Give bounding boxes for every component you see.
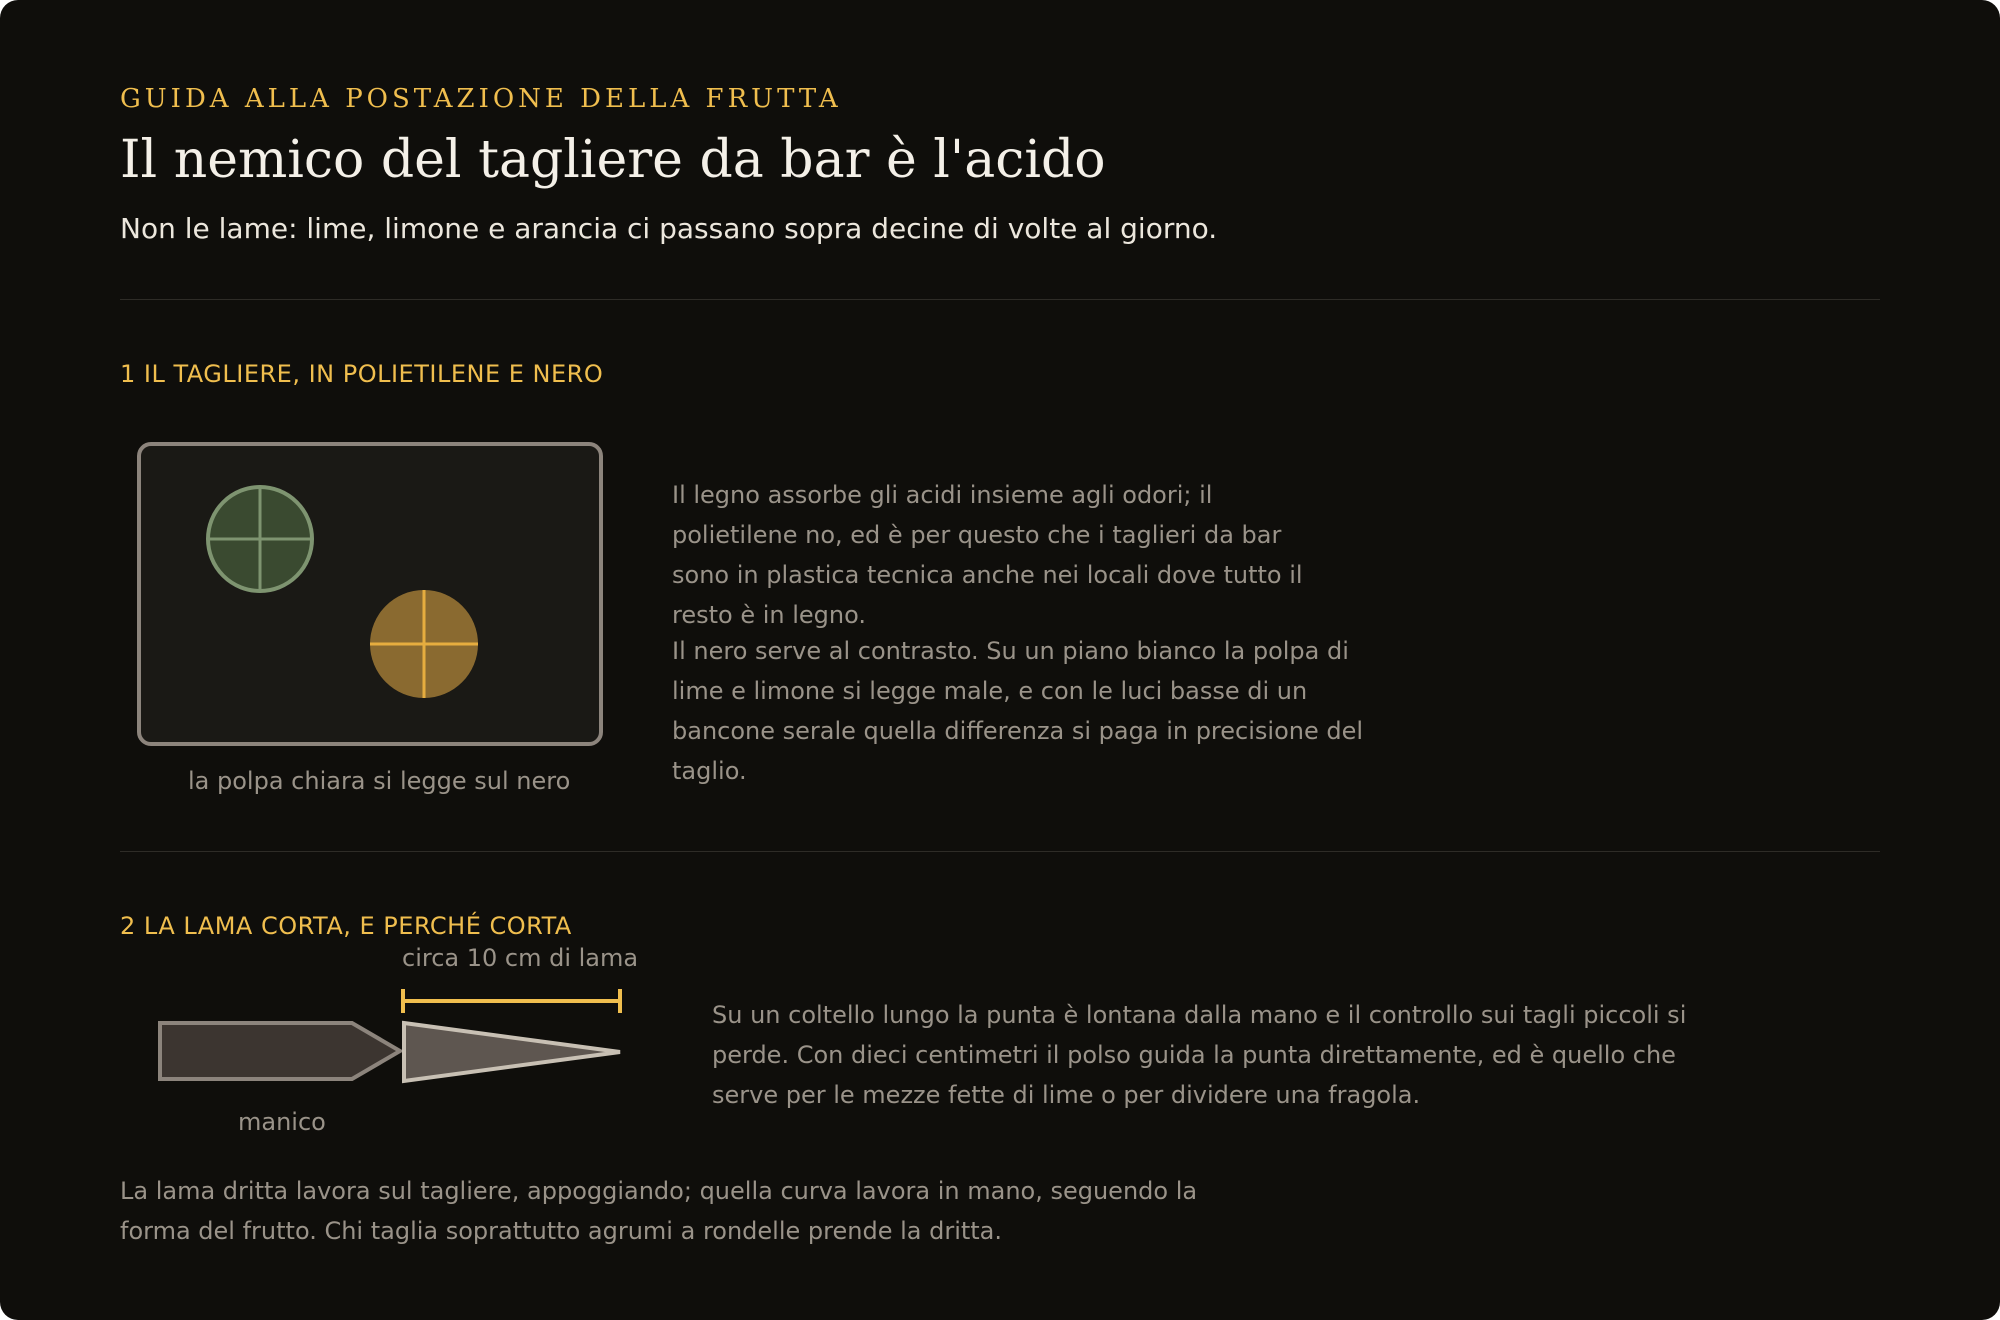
knife-illustration	[150, 985, 630, 1085]
cutting-board	[139, 444, 601, 744]
knife-blade	[404, 1023, 620, 1081]
divider-top	[120, 299, 1880, 300]
section-1-paragraph-1: Il legno assorbe gli acidi insieme agli odori; il polietilene no, ed è per questo che i taglieri da bar sono in plastica tecnica anche nei locali dove tutto il resto è in legno.	[672, 481, 1303, 629]
page-title: Il nemico del tagliere da bar è l'acido	[120, 130, 1106, 190]
handle-label: manico	[238, 1108, 326, 1136]
divider-middle	[120, 851, 1880, 852]
page-subtitle: Non le lame: lime, limone e arancia ci passano sopra decine di volte al giorno.	[120, 212, 1218, 245]
blade-length-label: circa 10 cm di lama	[402, 944, 639, 972]
blade-length-bracket	[403, 989, 620, 1013]
section-2-heading: 2 LA LAMA CORTA, E PERCHÉ CORTA	[120, 912, 572, 940]
knife-handle	[160, 1023, 400, 1079]
cutting-board-illustration	[136, 441, 604, 747]
orange-slice-icon	[370, 590, 478, 698]
section-1-paragraph-2: Il nero serve al contrasto. Su un piano bianco la polpa di lime e limone si legge male, e con le luci basse di un bancone serale quella differenza si paga in precisione del taglio.	[672, 637, 1364, 785]
board-caption: la polpa chiara si legge sul nero	[188, 767, 571, 795]
section-1-heading: 1 IL TAGLIERE, IN POLIETILENE E NERO	[120, 360, 604, 388]
section-2-paragraph-1: Su un coltello lungo la punta è lontana dalla mano e il controllo sui tagli piccoli si perde. Con dieci centimetri il polso guida la punta direttamente, ed è quello che serve per le mezze fette di lime o per dividere una fragola.	[712, 1001, 1687, 1109]
eyebrow-label: GUIDA ALLA POSTAZIONE DELLA FRUTTA	[120, 84, 842, 114]
section-2-paragraph-2: La lama dritta lavora sul tagliere, appoggiando; quella curva lavora in mano, seguendo la forma del frutto. Chi taglia soprattutto agrumi a rondelle prende la dritta.	[120, 1177, 1198, 1245]
lime-slice-icon	[208, 487, 312, 591]
